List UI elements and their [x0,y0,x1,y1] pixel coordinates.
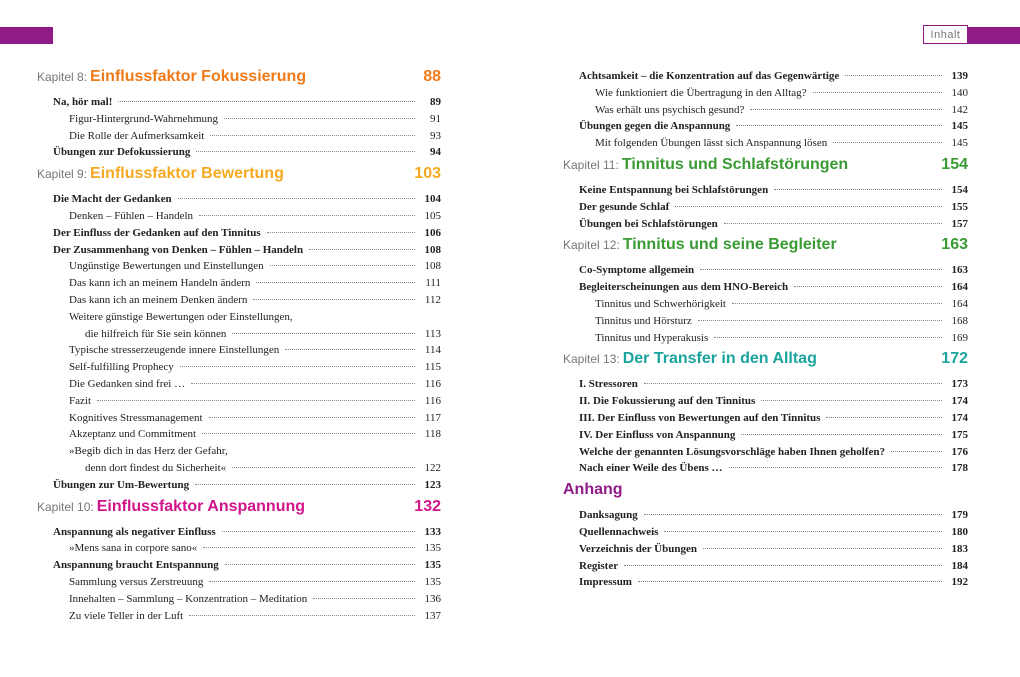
chapter-label: Kapitel 9: [37,167,88,182]
dot-leader [845,75,942,76]
chapter-title: Anhang [563,481,623,499]
toc-entry-title: Übungen zur Defokussierung [53,146,191,159]
dot-leader [813,92,942,93]
toc-page-number: 164 [951,297,968,310]
toc-entry[interactable] [37,242,441,259]
toc-entry[interactable] [37,292,441,309]
toc-page-number: 175 [951,428,968,441]
toc-entry[interactable] [37,410,441,427]
dot-leader [729,467,942,468]
dot-leader [774,189,942,190]
toc-entry-title: Self-fulfilling Prophecy [69,361,174,374]
toc-right-column [563,68,968,591]
toc-entry[interactable] [37,574,441,591]
toc-entry[interactable] [563,85,968,102]
toc-entry[interactable] [563,524,968,541]
dot-leader [732,303,942,304]
dot-leader [644,514,942,515]
chapter-page-number: 88 [423,68,441,85]
toc-entry-title: Kognitives Stressmanagement [69,411,203,424]
toc-entry-title: Weitere günstige Bewertungen oder Einstellungen, [69,310,293,323]
dot-leader [209,581,415,582]
toc-entry-title: Ungünstige Bewertungen und Einstellungen [69,260,264,273]
dot-leader [202,433,415,434]
dot-leader [313,598,415,599]
dot-leader [232,467,415,468]
dot-leader [209,417,415,418]
toc-page-number: 192 [951,576,968,589]
toc-entry[interactable] [37,376,441,393]
dot-leader [199,215,415,216]
toc-entry[interactable] [37,443,441,460]
toc-entry[interactable] [37,94,441,111]
chapter-title: Der Transfer in den Alltag [622,350,817,368]
toc-page-number: 155 [951,200,968,213]
dot-leader [267,232,415,233]
toc-entry[interactable] [563,558,968,575]
toc-entry-title: Register [579,559,619,572]
dot-leader [698,320,942,321]
toc-entry[interactable] [37,225,441,242]
chapter-heading[interactable] [563,156,968,182]
dot-leader [256,282,415,283]
toc-entry-title: Quellennachweis [579,525,659,538]
toc-entry[interactable] [37,275,441,292]
chapter-title: Einflussfaktor Anspannung [96,497,306,515]
toc-entry[interactable] [563,313,968,330]
header-bar-left [0,27,53,44]
dot-leader [794,286,942,287]
toc-page-number: 174 [951,411,968,424]
toc-page-number: 137 [424,609,441,622]
chapter-title: Tinnitus und seine Begleiter [622,236,837,254]
toc-entry[interactable] [563,410,968,427]
dot-leader [700,269,942,270]
dot-leader [224,118,415,119]
chapter-heading[interactable] [37,68,441,94]
toc-page-number: 118 [424,428,441,441]
toc-entry[interactable] [37,326,441,343]
toc-page-number: 173 [951,378,968,391]
toc-entry[interactable] [37,111,441,128]
dot-leader [180,366,415,367]
dot-leader [118,101,415,102]
toc-entry-title: Denken – Fühlen – Handeln [69,209,194,222]
toc-entry-title: Typische stresserzeugende innere Einstellungen [69,344,280,357]
dot-leader [750,109,942,110]
toc-entry-title: Mit folgenden Übungen lässt sich Anspannung lösen [595,137,828,150]
dot-leader [97,400,415,401]
toc-entry-title: Begleiterscheinungen aus dem HNO-Bereich [579,281,789,294]
toc-entry[interactable] [37,359,441,376]
toc-entry-title: Das kann ich an meinem Denken ändern [69,293,248,306]
toc-page-number: 93 [430,129,441,142]
toc-entry[interactable] [37,591,441,608]
chapter-label: Kapitel 12: [563,238,620,253]
dot-leader [232,333,415,334]
chapter-heading[interactable] [37,165,441,191]
toc-entry[interactable] [563,118,968,135]
toc-entry[interactable] [563,262,968,279]
toc-entry[interactable] [37,426,441,443]
toc-entry-title: die hilfreich für Sie sein können [85,327,227,340]
toc-entry[interactable] [563,279,968,296]
dot-leader [309,249,415,250]
toc-page-number: 169 [951,331,968,344]
toc-page-number: 113 [424,327,441,340]
chapter-label: Kapitel 13: [563,352,620,367]
toc-entry[interactable] [563,330,968,347]
toc-entry-title: Übungen zur Um-Bewertung [53,478,190,491]
toc-page-number: 139 [951,70,968,82]
toc-entry-title: Der gesunde Schlaf [579,200,670,213]
toc-entry[interactable] [37,342,441,359]
chapter-heading[interactable] [37,498,441,524]
toc-entry-title: Nach einer Weile des Übens … [579,462,723,475]
chapter-title: Einflussfaktor Bewertung [90,165,284,183]
toc-entry-title: Übungen bei Schlafstörungen [579,217,718,230]
toc-entry-title: Die Gedanken sind frei … [69,377,186,390]
toc-entry-title: Akzeptanz und Commitment [69,428,197,441]
chapter-label: Kapitel 11: [563,157,619,172]
toc-entry-title: Zu viele Teller in der Luft [69,609,184,622]
chapter-title: Tinnitus und Schlafstörungen [621,155,849,173]
toc-entry[interactable] [37,258,441,275]
toc-entry[interactable] [37,540,441,557]
toc-entry[interactable] [563,507,968,524]
toc-page-number: 140 [951,86,968,99]
dot-leader [189,615,415,616]
toc-entry[interactable] [563,393,968,410]
toc-entry-title: Impressum [579,576,632,589]
toc-entry[interactable] [563,444,968,461]
toc-page-number: 142 [951,103,968,116]
toc-entry-title: Die Macht der Gedanken [53,193,172,206]
dot-leader [644,383,942,384]
dot-leader [253,299,415,300]
toc-page-number: 94 [430,146,441,159]
toc-entry[interactable] [563,574,968,591]
toc-entry[interactable] [563,541,968,558]
toc-entry[interactable] [37,128,441,145]
toc-page-number: 179 [951,509,968,522]
toc-entry[interactable] [563,216,968,233]
toc-page-number: 174 [951,395,968,408]
dot-leader [178,198,415,199]
toc-page-number: 111 [425,277,441,290]
toc-page-number: 180 [951,525,968,538]
toc-left-column [37,68,441,624]
chapter-page-number: 132 [414,497,441,515]
toc-entry[interactable] [37,460,441,477]
toc-page-number: 176 [951,445,968,458]
section-tab-inhalt: Inhalt [923,25,968,44]
toc-entry-title: Fazit [69,394,91,407]
toc-entry-title: Co-Symptome allgemein [579,264,695,277]
toc-entry-title: Danksagung [579,509,638,522]
toc-page-number: 184 [951,559,968,572]
chapter-heading[interactable] [563,481,968,507]
toc-entry-title: Tinnitus und Hörsturz [595,314,692,327]
dot-leader [638,581,942,582]
toc-entry[interactable] [563,102,968,119]
toc-page-number: 136 [424,592,441,605]
dot-leader [196,151,415,152]
toc-page-number: 105 [424,209,441,222]
toc-entry[interactable] [37,557,441,574]
toc-entry-title: Innehalten – Sammlung – Konzentration – Meditation [69,592,308,605]
chapter-page-number: 163 [941,236,968,254]
chapter-label: Kapitel 8: [37,70,88,84]
toc-entry[interactable] [563,135,968,152]
toc-page-number: 116 [424,377,441,390]
toc-entry-title: Was erhält uns psychisch gesund? [595,103,745,116]
toc-entry-title: »Mens sana in corpore sano« [69,542,198,555]
toc-page-number: 106 [424,226,441,239]
toc-page-number: 108 [424,243,441,256]
chapter-page-number: 154 [941,155,968,173]
toc-entry-title: Tinnitus und Hyperakusis [595,331,709,344]
toc-page-number: 154 [951,183,968,196]
dot-leader [225,564,415,565]
toc-entry[interactable] [563,427,968,444]
dot-leader [703,548,942,549]
toc-page-number: 108 [424,260,441,273]
toc-entry[interactable] [563,68,968,85]
toc-page-number: 164 [951,281,968,294]
chapter-heading[interactable] [563,350,968,376]
toc-entry-title: Der Zusammenhang von Denken – Fühlen – Handeln [53,243,304,256]
toc-page-number: 116 [424,394,441,407]
toc-entry-title: Die Rolle der Aufmerksamkeit [69,129,205,142]
toc-entry-title: Das kann ich an meinem Handeln ändern [69,277,251,290]
dot-leader [826,417,942,418]
toc-page-number: 163 [951,264,968,277]
toc-page-number: 178 [951,462,968,475]
dot-leader [222,531,415,532]
toc-entry[interactable] [37,309,441,326]
toc-page-number: 112 [424,293,441,306]
toc-page-number: 135 [424,559,441,572]
toc-entry-title: Figur-Hintergrund-Wahrnehmung [69,112,218,125]
dot-leader [761,400,942,401]
toc-entry[interactable] [563,376,968,393]
toc-entry[interactable] [37,608,441,625]
toc-page-number: 157 [951,217,968,230]
toc-entry-title: Welche der genannten Lösungsvorschläge haben Ihnen geholfen? [579,445,886,458]
dot-leader [203,547,415,548]
toc-entry-title: II. Die Fokussierung auf den Tinnitus [579,395,756,408]
dot-leader [285,349,415,350]
toc-entry[interactable] [563,199,968,216]
toc-entry-title: Anspannung als negativer Einfluss [53,525,216,538]
toc-entry[interactable] [563,296,968,313]
toc-entry[interactable] [37,477,441,494]
toc-entry-title: IV. Der Einfluss von Anspannung [579,428,736,441]
toc-page-number: 122 [424,461,441,474]
toc-entry-title: Achtsamkeit – die Konzentration auf das Gegenwärtige [579,70,840,82]
toc-entry-title: Verzeichnis der Übungen [579,542,697,555]
toc-entry-title: Tinnitus und Schwerhörigkeit [595,297,726,310]
toc-page-number: 133 [424,525,441,538]
dot-leader [210,135,415,136]
toc-page-number: 145 [951,120,968,133]
chapter-page-number: 103 [414,165,441,183]
dot-leader [191,383,415,384]
toc-entry[interactable] [37,524,441,541]
toc-entry[interactable] [563,460,968,477]
toc-entry-title: Anspannung braucht Entspannung [53,559,219,572]
toc-entry-title: denn dort findest du Sicherheit« [85,461,227,474]
toc-page-number: 123 [424,478,441,491]
toc-page-number: 117 [424,411,441,424]
toc-entry-title: Na, hör mal! [53,96,113,108]
dot-leader [675,206,942,207]
toc-entry[interactable] [563,182,968,199]
chapter-title: Einflussfaktor Fokussierung [90,68,307,85]
dot-leader [724,223,942,224]
chapter-label: Kapitel 10: [37,499,94,514]
toc-page-number: 115 [424,361,441,374]
toc-entry-title: Wie funktioniert die Übertragung in den Alltag? [595,86,807,99]
toc-entry[interactable] [37,144,441,161]
toc-page-number: 168 [951,314,968,327]
dot-leader [736,125,942,126]
dot-leader [624,565,942,566]
toc-page-number: 183 [951,542,968,555]
toc-entry[interactable] [37,208,441,225]
toc-entry-title: I. Stressoren [579,378,638,391]
toc-entry-title: »Begib dich in das Herz der Gefahr, [69,445,228,458]
toc-entry-title: Keine Entspannung bei Schlafstörungen [579,183,769,196]
toc-entry-title: Übungen gegen die Anspannung [579,120,731,133]
toc-page-number: 91 [430,112,441,125]
dot-leader [270,265,415,266]
toc-page-number: 114 [424,344,441,357]
toc-entry-title: III. Der Einfluss von Bewertungen auf den Tinnitus [579,411,821,424]
toc-page-number: 145 [951,137,968,150]
dot-leader [741,434,942,435]
toc-page-number: 104 [424,193,441,206]
toc-page-number: 135 [424,542,441,555]
toc-entry-title: Sammlung versus Zerstreuung [69,575,204,588]
toc-page-number: 135 [424,575,441,588]
header-bar-right [968,27,1020,44]
toc-entry[interactable] [37,191,441,208]
dot-leader [833,142,942,143]
toc-page-number: 89 [430,96,441,108]
dot-leader [664,531,942,532]
chapter-page-number: 172 [941,350,968,368]
dot-leader [714,337,942,338]
chapter-heading[interactable] [563,236,968,262]
dot-leader [891,451,942,452]
toc-entry[interactable] [37,393,441,410]
toc-entry-title: Der Einfluss der Gedanken auf den Tinnitus [53,226,261,239]
dot-leader [195,484,415,485]
